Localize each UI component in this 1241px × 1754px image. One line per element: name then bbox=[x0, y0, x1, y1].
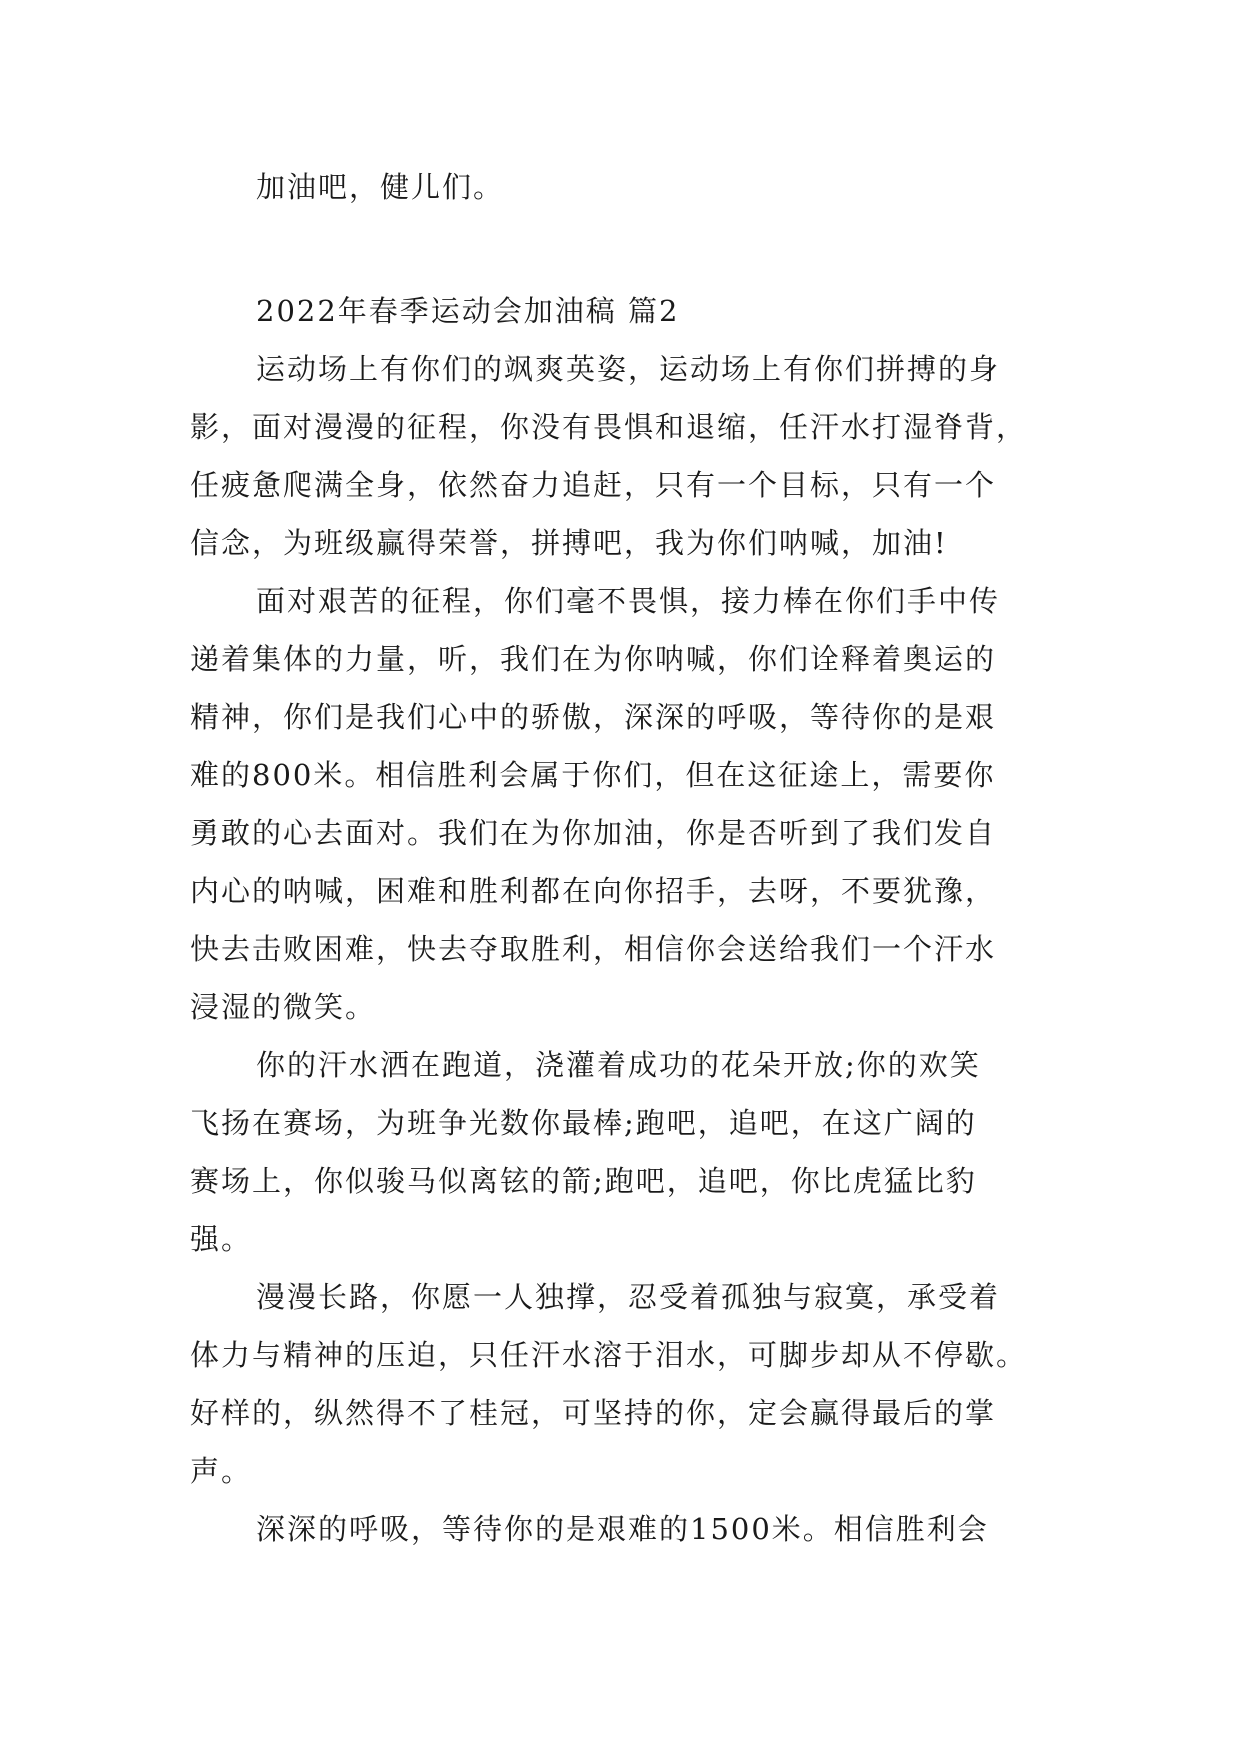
paragraph-line: 信念，为班级赢得荣誉，拼搏吧，我为你们呐喊，加油! bbox=[190, 526, 948, 560]
paragraph-line: 影，面对漫漫的征程，你没有畏惧和退缩，任汗水打湿脊背， bbox=[190, 410, 1028, 444]
paragraph-line: 飞扬在赛场，为班争光数你最棒;跑吧，追吧，在这广阔的 bbox=[190, 1106, 977, 1140]
paragraph-line: 快去击败困难，快去夺取胜利，相信你会送给我们一个汗水 bbox=[190, 932, 997, 966]
document-body bbox=[190, 158, 1060, 1558]
paragraph-line: 浸湿的微笑。 bbox=[190, 990, 377, 1024]
paragraph-line: 勇敢的心去面对。我们在为你加油，你是否听到了我们发自 bbox=[190, 816, 997, 850]
paragraph-line: 面对艰苦的征程，你们毫不畏惧，接力棒在你们手中传 bbox=[256, 584, 1001, 618]
paragraph-line: 好样的，纵然得不了桂冠，可坚持的你，定会赢得最后的掌 bbox=[190, 1396, 997, 1430]
paragraph-line: 任疲惫爬满全身，依然奋力追赶，只有一个目标，只有一个 bbox=[190, 468, 997, 502]
paragraph-line: 声。 bbox=[190, 1454, 253, 1488]
spacer bbox=[190, 216, 1060, 282]
section-heading: 2022年春季运动会加油稿 篇2 bbox=[256, 294, 680, 328]
paragraph-line: 体力与精神的压迫，只任汗水溶于泪水，可脚步却从不停歇。 bbox=[190, 1338, 1028, 1372]
paragraph-line: 深深的呼吸，等待你的是艰难的1500米。相信胜利会 bbox=[256, 1512, 989, 1546]
paragraph-line: 难的800米。相信胜利会属于你们，但在这征途上，需要你 bbox=[190, 758, 996, 792]
paragraph-line: 精神，你们是我们心中的骄傲，深深的呼吸，等待你的是艰 bbox=[190, 700, 997, 734]
closing-line: 加油吧，健儿们。 bbox=[256, 170, 505, 204]
paragraph-line: 赛场上，你似骏马似离铉的箭;跑吧，追吧，你比虎猛比豹 bbox=[190, 1164, 977, 1198]
paragraph-line: 漫漫长路，你愿一人独撑，忍受着孤独与寂寞，承受着 bbox=[256, 1280, 1001, 1314]
paragraph-line: 运动场上有你们的飒爽英姿，运动场上有你们拼搏的身 bbox=[256, 352, 1001, 386]
paragraph-line: 内心的呐喊，困难和胜利都在向你招手，去呀，不要犹豫， bbox=[190, 874, 997, 908]
paragraph-line: 强。 bbox=[190, 1222, 253, 1256]
paragraph-line: 递着集体的力量，听，我们在为你呐喊，你们诠释着奥运的 bbox=[190, 642, 997, 676]
paragraph-line: 你的汗水洒在跑道，浇灌着成功的花朵开放;你的欢笑 bbox=[256, 1048, 981, 1082]
